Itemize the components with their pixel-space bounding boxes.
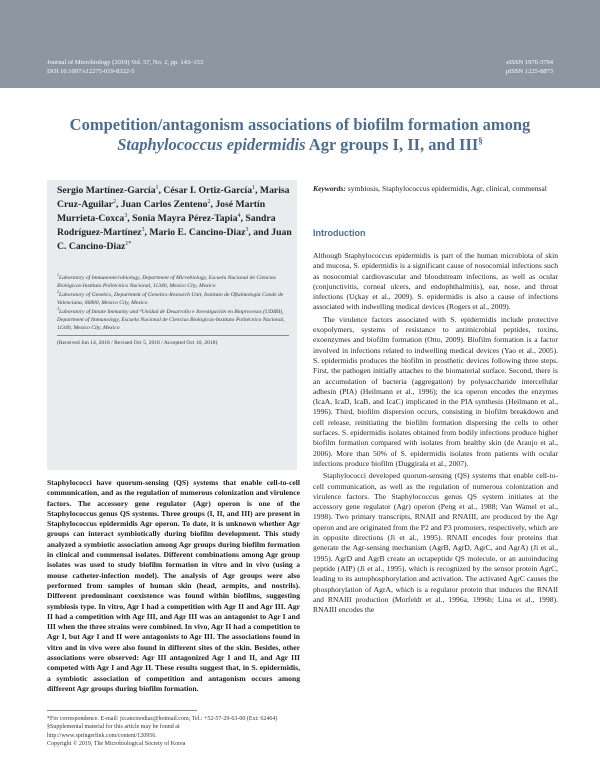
abstract: Staphylococci have quorum-sensing (QS) systems that enable cell-to-cell communication, and as the regulation of numerous colonization and virulence factors. The accessory gene regulator (Agr) operon is one of the Staphylococcus genus QS systems. Three groups (I, II, and III) are present in Staphylococcus epidermidis Agr operon. To date, it is unknown whether Agr groups can interact symbiotically during biofilm development. This study analyzed a symbiotic association among Agr groups during biofilm formation in clinical and commensal isolates. Different combinations among Agr group isolates was used to study biofilm formation in vitro and in vivo (using a mouse catheter-infection model). The analysis of Agr groups were also performed from samples of human skin (head, armpits, and nostrils). Different predominant coexistence was found within biofilms, suggesting symbiosis type. In vitro, Agr I had a competition with Agr II and Agr III. Agr II had a competition with Agr III, and Agr III was an antagonist to Agr I and III when the three strains were combined. In vivo, Agr II had a competition to Agr I, but Agr I and II were antagonists to Agr III. The associations found in vitro and in vivo were also found in different sites of the skin. Besides, other associations were observed: Agr III antagonized Agr I and II, and Agr III competed with Agr I and Agr II. These results suggest that, in S. epidermidis, a symbiotic association of competition and antagonism occurs among different Agr groups during biofilm formation. bbox=[47, 478, 300, 693]
keywords bbox=[313, 184, 558, 194]
section-heading-introduction: Introduction bbox=[313, 228, 366, 238]
body-paragraph: Staphylococci developed quorum-sensing (QS) systems that enable cell-to-cell communication, as well as the regulation of numerous colonization and virulence factors. The Staphylococcus genus QS system initiates at the accessory gene regulator (Agr) operon (Peng et al., 1988; Van Wamel et al., 1998). Two primary transcripts, RNAII and RNAIII, are produced by the Agr operon and are originated from the P2 and P3 promoters, respectively, which are in opposite directions (Ji et al., 1995). RNAII encodes four proteins that generate the Agr-sensing mechanism (AgrB, AgrD, AgrC, and AgrA) (Ji et al., 1995). AgrD and AgrB create an octapeptide QS molecule, or an autoinducing peptide (AIP) (Ji et al., 1995), which is recognized by the sensor protein AgrC, leading to its autophosphorylation and activation. The activated AgrC causes the phosphorylation of AgrA, which is a regulator protein that induces the RNAII and RNAIII production (Morfeldt et al., 1996a, 1996b; Lina et al., 1998). RNAIII encodes the bbox=[313, 471, 558, 615]
journal-citation: Journal of Microbiology (2019) Vol. 57, No. 2, pp. 143–153 bbox=[47, 59, 204, 66]
footnote-line: http://www.springerlink.com/content/120956. bbox=[47, 732, 157, 739]
affiliation-list bbox=[57, 274, 295, 333]
eissn-line: eISSN 1976-3794 bbox=[506, 59, 553, 66]
author-affiliation-mark: 1 bbox=[252, 184, 256, 191]
author-affiliation-mark: 1* bbox=[125, 240, 132, 247]
author-name: Sergio Martínez-García bbox=[57, 185, 156, 196]
title-part-2: Staphylococcus epidermidis bbox=[117, 135, 306, 154]
author-affiliation-mark: 2 bbox=[112, 198, 116, 205]
author-affiliation-mark: 3 bbox=[245, 226, 249, 233]
affiliation-mark: 2 bbox=[57, 289, 59, 295]
affiliation-item bbox=[57, 291, 295, 307]
pissn-line: pISSN 1225-8873 bbox=[505, 68, 553, 75]
affiliation-text: Laboratory of Genetics, Department of Genetics-Research Unit, Instituto de Oftalmología Conde de Valenciana, 06800, Mexico City, Mexico bbox=[57, 291, 284, 307]
author-name: César I. Ortiz-García bbox=[163, 185, 253, 196]
footnotes bbox=[47, 715, 300, 748]
body-paragraph: The virulence factors associated with S. epidermidis include protective exopolymers, systems of resistance to antimicrobial peptides, toxins, exoenzymes and biofilm formation (Otto, 2009). Biofilm formation is a factor involved in infections related to indwelling medical devices (Yao et al., 2005). S. epidermidis produces the biofilm in prosthetic devices following three steps. First, the pathogen initially attaches to the biomaterial surface. Second, there is an accumulation of bacteria (aggregation) by polysaccharide intercellular adhesin (PIA) (Heilmann et al., 1996); the ica operon encodes the enzymes (IcaA, IcaD, IcaB, and IcaC) implicated in the PIA synthesis (Heilmann et al., 1996). Third, biofilm dispersion occurs, consisting in biofilm breakdown and cell release, reinitiating the biofilm formation dispersing the cells to other surfaces. S. epidermidis isolates obtained from bodily infections produce higher biofilm formation compared with isolates from healthy skin (de Araujo et al., 2006). More than 50% of S. epidermidis isolates from patients with ocular infections produce biofilm (Duggirala et al., 2007). bbox=[313, 314, 558, 468]
author-affiliation-mark: 2 bbox=[207, 198, 211, 205]
article-title bbox=[40, 115, 560, 155]
title-mark: § bbox=[478, 135, 483, 146]
author-affiliation-mark: 3 bbox=[124, 212, 128, 219]
author-name: José Martín Murrieta-Coxca bbox=[57, 199, 266, 224]
author-name: Juan Carlos Zenteno bbox=[120, 199, 208, 210]
author-name: Marisa Cruz-Aguilar bbox=[57, 185, 290, 210]
title-part-3: Agr groups I, II, and III bbox=[305, 135, 479, 154]
title-part-1: Competition/antagonism associations of biofilm formation among bbox=[69, 115, 531, 134]
body-paragraph: Although Staphylococcus epidermidis is part of the human microbiota of skin and mucosa, S. epidermidis is a significant cause of nosocomial infections such as nosocomial cardiovascular and bloodstream infections, as well as ocular (conjunctivitis, corneal ulcers, and endophthalmitis), ear, nose, and throat infections (Uçkay et al., 2009). S. epidermidis is also a cause of infections associated with indwelling medical devices (Rogers et al., 2009). bbox=[313, 251, 558, 312]
footnote-line: *For correspondence. E-mail: jccancinodiaz@hotmail.com; Tel.: +52-57-29-63-00 (Ext: 62464) bbox=[47, 716, 278, 722]
affiliation-text: Laboratory of Immunomicrobiology, Department of Microbiology, Escuela Nacional de Ciencias Biológicas-Instituto Politécnico Nacional, 11340, Mexico City, Mexico bbox=[57, 275, 276, 290]
affiliation-item bbox=[57, 274, 295, 290]
author-affiliation-mark: 1 bbox=[155, 184, 159, 191]
author-list: Sergio Martínez-García$^1$, César I. Ortiz-García$^1$, Marisa Cruz-Aguilar$^2$, Juan Carlos Zenteno$^2$, José Martín Murrieta-Coxca$^3$, Sonia Mayra Pérez-Tapia$^4$, Sandra Rodríguez-Martínez$^3$, Mario E. Cancino-Diaz$^3$, and Juan C. Cancino-Diaz$^{1*}$ bbox=[57, 184, 292, 252]
divider bbox=[57, 335, 289, 336]
affiliation-mark: 1 bbox=[57, 272, 59, 278]
affiliation-item bbox=[57, 305, 295, 333]
footnote-line: §Supplemental material for this article may be found at bbox=[47, 724, 180, 731]
keywords-label: Keywords: bbox=[313, 184, 346, 193]
keywords-text: symbiosis, Staphylococcus epidermidis, Agr, clinical, commensal bbox=[345, 184, 547, 193]
author-name: Mario E. Cancino-Diaz bbox=[149, 227, 246, 238]
introduction-body bbox=[313, 251, 558, 617]
affiliation-mark: 3 bbox=[57, 305, 59, 311]
doi-line: DOI 10.1007/s12275-019-8322-5 bbox=[47, 68, 135, 75]
footnote-divider bbox=[47, 710, 197, 711]
author-name: Sandra Rodríguez-Martínez bbox=[57, 213, 276, 238]
author-affiliation-mark: 3 bbox=[141, 226, 145, 233]
affiliation-text: Laboratory of Innate Immunity and ⁴Unidad de Desarrollo e Investigación en Bioprocesos (UDIBI), Department of Immunology, Escuela Nacional de Ciencias Biológicas-Instituto Politécnico Nacional, 11340, Mexico City, Mexico bbox=[57, 308, 285, 332]
author-name: Sonia Mayra Pérez-Tapia bbox=[132, 213, 238, 224]
author-affiliation-mark: 4 bbox=[237, 212, 241, 219]
author-name: and Juan C. Cancino-Diaz bbox=[57, 227, 292, 252]
footnote-line: Copyright © 2019, The Microbiological Society of Korea bbox=[47, 740, 186, 747]
received-dates: (Received Jun 14, 2018 / Revised Oct 5, 2018 / Accepted Oct 10, 2018) bbox=[57, 340, 218, 346]
